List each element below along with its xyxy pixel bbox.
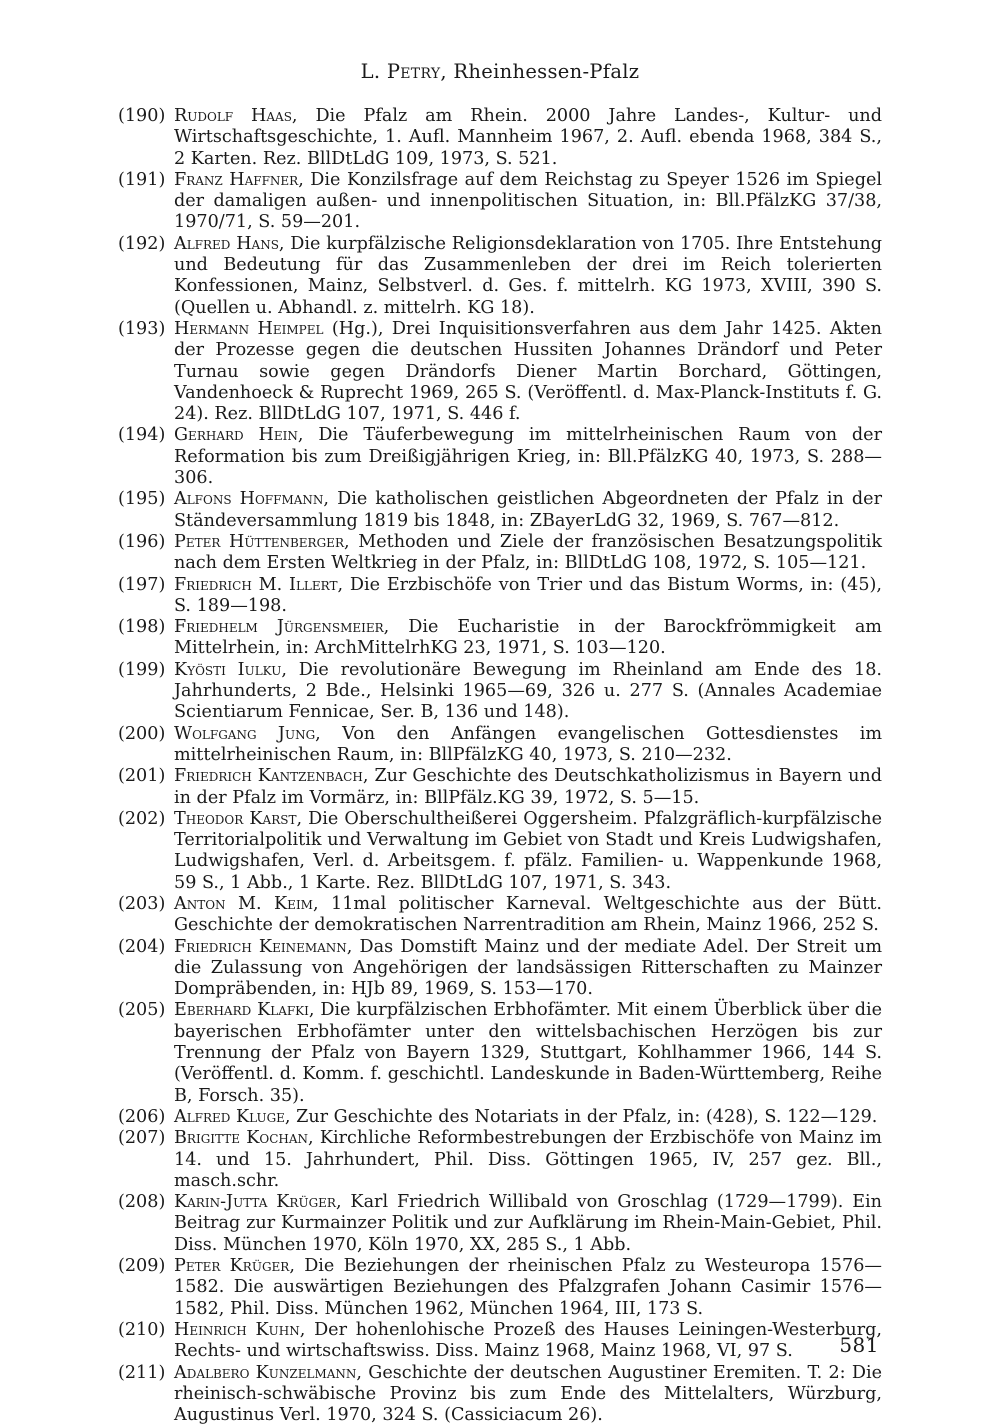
entry-author: Kyösti Iulku, bbox=[174, 659, 287, 680]
entry-author: Alfred Kluge, bbox=[174, 1106, 291, 1127]
entry-number: (199) bbox=[118, 659, 166, 680]
entry-author: Karin-Jutta Krüger, bbox=[174, 1192, 342, 1213]
entry-number: (200) bbox=[118, 723, 166, 744]
entry-author: Friedrich M. Illert, bbox=[174, 574, 344, 595]
entry-text: Die revolutionäre Bewegung im Rheinland am Ende des 18. Jahrhunderts, 2 Bde., Helsinki 1965—69, 326 u. 277 S. (Annales Academiae Scientiarum Fennicae, Ser. B, 136 und 148). bbox=[174, 659, 882, 723]
entry-text: Geschichte der deutschen Augustiner Eremiten. T. 2: Die rheinisch-schwäbische Provinz bis zum Ende des Mittelalters, Würzburg, Augustinus Verl. 1970, 324 S. (Cassiciacum 26). bbox=[174, 1362, 882, 1426]
entry-text: Der hohenlohische Prozeß des Hauses Leiningen-Westerburg, Rechts- und wirtschaftswiss. Diss. Mainz 1968, Mainz 1968, VI, 97 S. bbox=[174, 1319, 882, 1362]
entry-author: Theodor Karst, bbox=[174, 808, 303, 829]
bibliography-entry bbox=[118, 937, 882, 1001]
entry-text: Die Täuferbewegung im mittelrheinischen Raum von der Reformation bis zum Dreißigjährigen Krieg, in: Bll.PfälzKG 40, 1973, S. 288—306. bbox=[174, 425, 883, 489]
entry-text: Die katholischen geistlichen Abgeordneten der Pfalz in der Ständeversammlung 1819 bis 1848, in: ZBayerLdG 32, 1969, S. 767—812. bbox=[174, 489, 883, 531]
entry-number: (190) bbox=[118, 106, 166, 126]
entry-author: Brigitte Kochan, bbox=[174, 1128, 314, 1149]
entry-text: Die Erzbischöfe von Trier und das Bistum Worms, in: (45), S. 189—198. bbox=[174, 574, 882, 616]
entry-number: (202) bbox=[118, 808, 166, 829]
entry-author: Adalbero Kunzelmann, bbox=[174, 1362, 363, 1383]
entry-author: Friedhelm Jürgensmeier, bbox=[174, 617, 390, 638]
entry-number: (210) bbox=[118, 1319, 166, 1340]
bibliography-entry bbox=[118, 1128, 882, 1192]
running-head bbox=[0, 60, 1000, 83]
bibliography-entry bbox=[118, 170, 882, 234]
entry-author: Hermann Heimpel bbox=[174, 318, 324, 339]
running-head-author: L. Petry, bbox=[360, 60, 447, 83]
entry-text: (Hg.), Drei Inquisitionsverfahren aus dem Jahr 1425. Akten der Prozesse gegen die deutschen Hussiten Johannes Drändorf und Peter Turnau sowie gegen Drändorfs Diener Martin Borchard, Göttingen, Vandenhoeck & Ruprecht 1969, 265 S. (Veröffentl. d. Max-Planck-Instituts f. G. 24). Rez. BllDtLdG 107, 1971, S. 446 f. bbox=[174, 318, 883, 425]
bibliography-list bbox=[118, 106, 882, 1426]
bibliography-entry bbox=[118, 1192, 882, 1256]
bibliography-entry bbox=[118, 234, 882, 319]
entry-text: Zur Geschichte des Deutschkatholizismus in Bayern und in der Pfalz im Vormärz, in: BllPfälz.KG 39, 1972, S. 5—15. bbox=[174, 766, 883, 808]
entry-author: Friedrich Keinemann, bbox=[174, 936, 353, 957]
entry-number: (209) bbox=[118, 1256, 166, 1277]
entry-number: (197) bbox=[118, 574, 166, 595]
bibliography-entry bbox=[118, 489, 882, 532]
entry-text: Die Oberschultheißerei Oggersheim. Pfalzgräflich-kurpfälzische Territorialpolitik und Verwaltung im Gebiet von Stadt und Kreis Ludwigshafen, Ludwigshafen, Verl. d. Arbeitsgem. f. pfälz. Familien- u. Wappenkunde 1968, 59 S., 1 Abb., 1 Karte. Rez. BllDtLdG 107, 1971, S. 343. bbox=[174, 808, 883, 893]
bibliography-entry bbox=[118, 575, 882, 618]
entry-author: Gerhard Hein, bbox=[174, 425, 304, 446]
entry-text: Die kurpfälzischen Erbhofämter. Mit einem Überblick über die bayerischen Erbhofämter unter den wittelsbachischen Herzögen bis zur Trennung der Pfalz von Bayern 1329, Stuttgart, Kohlhammer 1966, 144 S. (Veröffentl. d. Komm. f. geschichtl. Landeskunde in Baden-Württemberg, Reihe B, Forsch. 35). bbox=[174, 1000, 882, 1106]
bibliography-entry bbox=[118, 617, 882, 660]
bibliography-entry bbox=[118, 1320, 882, 1363]
bibliography-entry bbox=[118, 809, 882, 894]
bibliography-entry bbox=[118, 894, 882, 937]
entry-number: (207) bbox=[118, 1128, 166, 1149]
bibliography-entry bbox=[118, 319, 882, 425]
entry-text: Die Beziehungen der rheinischen Pfalz zu Westeuropa 1576—1582. Die auswärtigen Beziehungen des Pfalzgrafen Johann Casimir 1576—1582, Phil. Diss. München 1962, München 1964, III, 173 S. bbox=[174, 1256, 882, 1319]
entry-number: (201) bbox=[118, 766, 166, 787]
bibliography-entry bbox=[118, 1256, 882, 1320]
entry-text: Karl Friedrich Willibald von Groschlag (1729—1799). Ein Beitrag zur Kurmainzer Politik und zur Aufklärung im Rhein-Main-Gebiet, Phil. Diss. München 1970, Köln 1970, XX, 285 S., 1 Abb. bbox=[174, 1192, 883, 1255]
entry-number: (196) bbox=[118, 531, 166, 552]
entry-author: Rudolf Haas, bbox=[174, 106, 298, 126]
entry-text: Die Eucharistie in der Barockfrömmigkeit am Mittelrhein, in: ArchMittelrhKG 23, 1971, S. 103—120. bbox=[174, 617, 882, 659]
entry-number: (204) bbox=[118, 936, 166, 957]
bibliography-entry bbox=[118, 425, 882, 489]
entry-text: Die kurpfälzische Religionsdeklaration von 1705. Ihre Entstehung und Bedeutung für das Zusammenleben der drei im Reich tolerierten Konfessionen, Mainz, Selbstverl. d. Ges. f. mittelrh. KG 1973, XVIII, 390 S. (Quellen u. Abhandl. z. mittelrh. KG 18). bbox=[174, 233, 882, 318]
entry-number: (208) bbox=[118, 1192, 166, 1213]
bibliography-entry bbox=[118, 1363, 882, 1426]
entry-number: (193) bbox=[118, 318, 166, 339]
bibliography-entry bbox=[118, 106, 882, 170]
entry-number: (192) bbox=[118, 233, 166, 254]
bibliography-entry bbox=[118, 1000, 882, 1106]
entry-number: (198) bbox=[118, 617, 166, 638]
entry-author: Alfons Hoffmann, bbox=[174, 489, 330, 510]
entry-author: Heinrich Kuhn, bbox=[174, 1319, 306, 1340]
bibliography-entry bbox=[118, 660, 882, 724]
entry-text: Das Domstift Mainz und der mediate Adel. Der Streit um die Zulassung von Angehörigen der landsässigen Ritterschaften zu Mainzer Dompräbenden, in: HJb 89, 1969, S. 153—170. bbox=[174, 936, 883, 1000]
entry-number: (194) bbox=[118, 425, 166, 446]
entry-author: Eberhard Klafki, bbox=[174, 1000, 315, 1021]
entry-text: Die Pfalz am Rhein. 2000 Jahre Landes-, Kultur- und Wirtschaftsgeschichte, 1. Aufl. Mannheim 1967, 2. Aufl. ebenda 1968, 384 S., 2 Karten. Rez. BllDtLdG 109, 1973, S. 521. bbox=[174, 106, 882, 169]
bibliography-entry bbox=[118, 1107, 882, 1128]
entry-text: Zur Geschichte des Notariats in der Pfalz, in: (428), S. 122—129. bbox=[296, 1106, 878, 1127]
entry-author: Peter Hüttenberger, bbox=[174, 531, 350, 552]
bibliography-entry bbox=[118, 532, 882, 575]
entry-text: 11mal politischer Karneval. Weltgeschichte aus der Bütt. Geschichte der demokratischen Narrentradition am Rhein, Mainz 1966, 252 S. bbox=[174, 893, 882, 936]
entry-text: Methoden und Ziele der französischen Besatzungspolitik nach dem Ersten Weltkrieg in der Pfalz, in: BllDtLdG 108, 1972, S. 105—121. bbox=[174, 531, 882, 574]
bibliography-entry bbox=[118, 766, 882, 809]
entry-text: Die Konzilsfrage auf dem Reichstag zu Speyer 1526 im Spiegel der damaligen außen- und innenpolitischen Situation, in: Bll.PfälzKG 37/38, 1970/71, S. 59—201. bbox=[174, 169, 882, 233]
entry-author: Friedrich Kantzenbach, bbox=[174, 766, 369, 787]
entry-author: Peter Krüger, bbox=[174, 1256, 295, 1277]
page-number: 581 bbox=[839, 1333, 879, 1357]
entry-number: (203) bbox=[118, 893, 166, 914]
bibliography-entry bbox=[118, 724, 882, 767]
entry-number: (195) bbox=[118, 489, 166, 510]
entry-text: Kirchliche Reformbestrebungen der Erzbischöfe von Mainz im 14. und 15. Jahrhundert, Phil. Diss. Göttingen 1965, IV, 257 gez. Bll., masch.schr. bbox=[174, 1128, 882, 1191]
running-head-title: Rheinhessen-Pfalz bbox=[453, 60, 640, 83]
entry-number: (206) bbox=[118, 1106, 166, 1127]
entry-number: (211) bbox=[118, 1362, 166, 1383]
entry-number: (205) bbox=[118, 1000, 166, 1021]
entry-text: Von den Anfängen evangelischen Gottesdienstes im mittelrheinischen Raum, in: BllPfälzKG 40, 1973, S. 210—232. bbox=[174, 723, 883, 765]
entry-author: Wolfgang Jung, bbox=[174, 723, 321, 744]
entry-number: (191) bbox=[118, 169, 166, 190]
entry-author: Alfred Hans, bbox=[174, 233, 285, 254]
entry-author: Franz Haffner, bbox=[174, 169, 304, 190]
entry-author: Anton M. Keim, bbox=[174, 893, 319, 914]
